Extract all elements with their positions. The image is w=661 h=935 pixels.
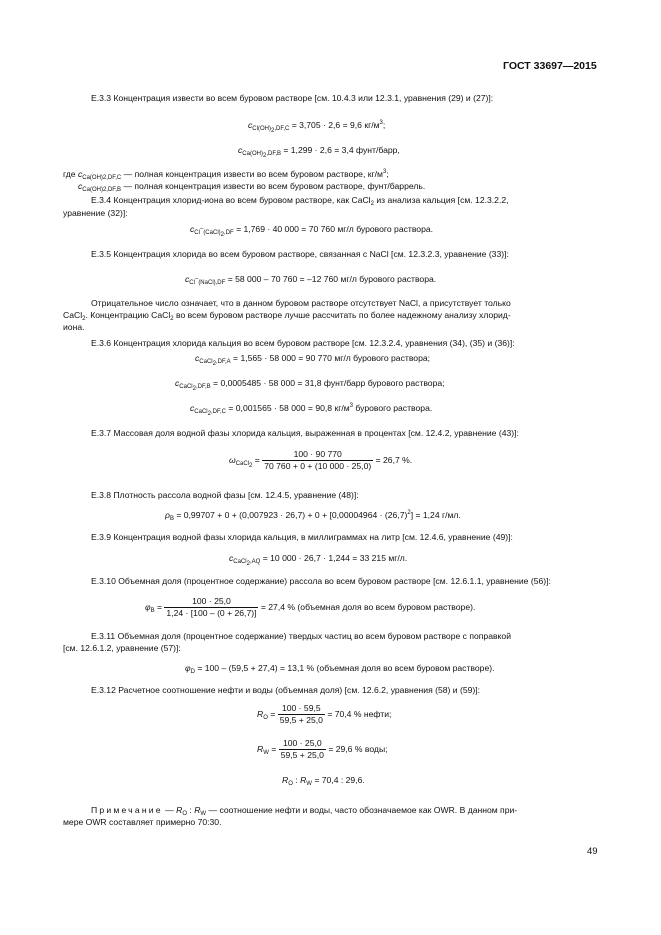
standard-header: ГОСТ 33697—2015 [503, 60, 597, 72]
e36-title: Е.3.6 Концентрация хлорида кальция во всем буровом растворе [см. 12.3.2.4, уравнения (34), (35) и (36)]: [91, 338, 515, 348]
e33-eq1: $c_{Cl(OH)_2,DF,C} = 3,705 \cdot 2,6 = 9,6$ $кг/м^3$; [248, 120, 386, 134]
e38-eq: $\rho_B = 0,99707 + 0 + (0,007923 \cdot 26,7) + 0 + [0,00004964 \cdot (26,7)^2] = 1,24$ г/мл. [165, 510, 461, 522]
e36-eq3: $c_{CaCl_2,DF,C} = 0,001565 \cdot 58$ 000 = 90,8 $кг/м^3$ бурового раствора. [190, 403, 433, 417]
e34-eq: $c_{Cl^-(CaCl)_2,DF} = 1,769 \cdot 40$ 000 = 70 760 мг/л бурового раствора. [190, 224, 434, 238]
e34-line1: Е.3.4 Концентрация хлорид-иона во всем буровом растворе, как CaCl$_2$ из анализа кальция [см. 12.3.2.2, [91, 195, 509, 207]
e36-eq1: $c_{CaCl_2,DF,A} = 1,565 \cdot 58$ 000 = 90 770 мг/л бурового раствора; [195, 353, 431, 367]
e33-title: Е.3.3 Концентрация извести во всем буровом растворе [см. 10.4.3 или 12.3.1, уравнения (29) и (27)]: [91, 93, 494, 103]
page-number: 49 [587, 846, 598, 857]
e311-line2: [см. 12.6.1.2, уравнение (57)]: [63, 643, 181, 653]
e312-rw-eq: $R_W$ = $\frac{100 \cdot 25,0}{59,5 + 25,0}$ = 29,6 % воды; [257, 738, 388, 760]
e35-p1: Отрицательное число означает, что в данном буровом растворе отсутствует NaCl, а присутствует только [91, 298, 511, 308]
e35-p3: иона. [63, 322, 85, 332]
e311-line1: Е.3.11 Объемная доля (процентное содержание) твердых частиц во всем буровом растворе с поправкой [91, 631, 511, 641]
e39-eq: $c_{CaCl_2,AQ} = 10$ 000 · 26,7 · 1,244 = 33 215 мг/л. [229, 553, 408, 567]
e37-title: Е.3.7 Массовая доля водной фазы хлорида кальция, выраженная в процентах [см. 12.4.2, уравнение (43)]: [91, 428, 519, 438]
e35-eq: $c_{Cl^-(NaCl),DF} = 58$ 000 – 70 760 = –12 760 мг/л бурового раствора. [185, 274, 437, 286]
e34-line2: уравнение (32)]: [63, 208, 128, 218]
e37-eq: $\omega_{CaCl_2}$ = $\frac{100 \cdot 90 770}{70 760 + 0 + (10 000 \cdot 25,0)}$ = 26,7 %. [229, 449, 413, 471]
e33-eq2: $c_{Ca(OH)_2,DF,B} = 1,299 \cdot 2,6 = 3,4$ фунт/барр, [238, 145, 400, 159]
e310-title: Е.3.10 Объемная доля (процентное содержание) рассола во всем буровом растворе [см. 12.6.1.1, уравнение (56)]: [91, 576, 551, 586]
e33-where2: $c_{Ca(OH)2,DF,B}$ — полная концентрация извести во всем буровом растворе, фунт/баррель. [78, 181, 426, 193]
e35-title: Е.3.5 Концентрация хлорида во всем буровом растворе, связанная с NaCl [см. 12.3.2.3, уравнение (33)]: [91, 249, 509, 259]
e312-ro-eq: $R_O$ = $\frac{100 \cdot 59,5}{59,5 + 25,0}$ = 70,4 % нефти; [257, 703, 392, 725]
e35-p2: CaCl$_2$. Концентрацию CaCl$_2$ во всем буровом растворе лучше рассчитать по более надежному анализу хлорид- [63, 310, 511, 322]
e33-where1: где $c_{Ca(OH)2,DF,C}$ — полная концентрация извести во всем буровом растворе, $кг/м^3$; [63, 169, 389, 181]
e39-title: Е.3.9 Концентрация водной фазы хлорида кальция, в миллиграммах на литр [см. 12.4.6, уравнение (49)]: [91, 532, 513, 542]
note-line1: Примечание — $R_O$ : $R_W$ — соотношение нефти и воды, часто обозначаемое как OWR. В данном при- [91, 805, 518, 817]
e312-ratio: $R_O$ : $R_W = 70,4$ : 29,6. [282, 775, 365, 787]
note-label: Примечание [91, 805, 163, 815]
e36-eq2: $c_{CaCl_2,DF,B} = 0,0005485 \cdot 58$ 000 = 31,8 фунт/барр бурового раствора; [175, 378, 445, 392]
e311-eq: $\varphi_D = 100 - (59,5 + 27,4) = 13,1$ % (объемная доля во всем буровом растворе). [185, 663, 495, 675]
e38-title: Е.3.8 Плотность рассола водной фазы [см. 12.4.5, уравнение (48)]: [91, 490, 359, 500]
e310-eq: $\varphi_B$ = $\frac{100 \cdot 25,0}{1,24 \cdot [100 - (0 + 26,7)]}$ = 27,4 % (объемная доля во всем буровом растворе). [145, 596, 476, 618]
e312-title: Е.3.12 Расчетное соотношение нефти и воды (объемная доля) [см. 12.6.2, уравнения (58) и (59)]: [91, 685, 481, 695]
note-line2: мере OWR составляет примерно 70:30. [63, 817, 222, 827]
